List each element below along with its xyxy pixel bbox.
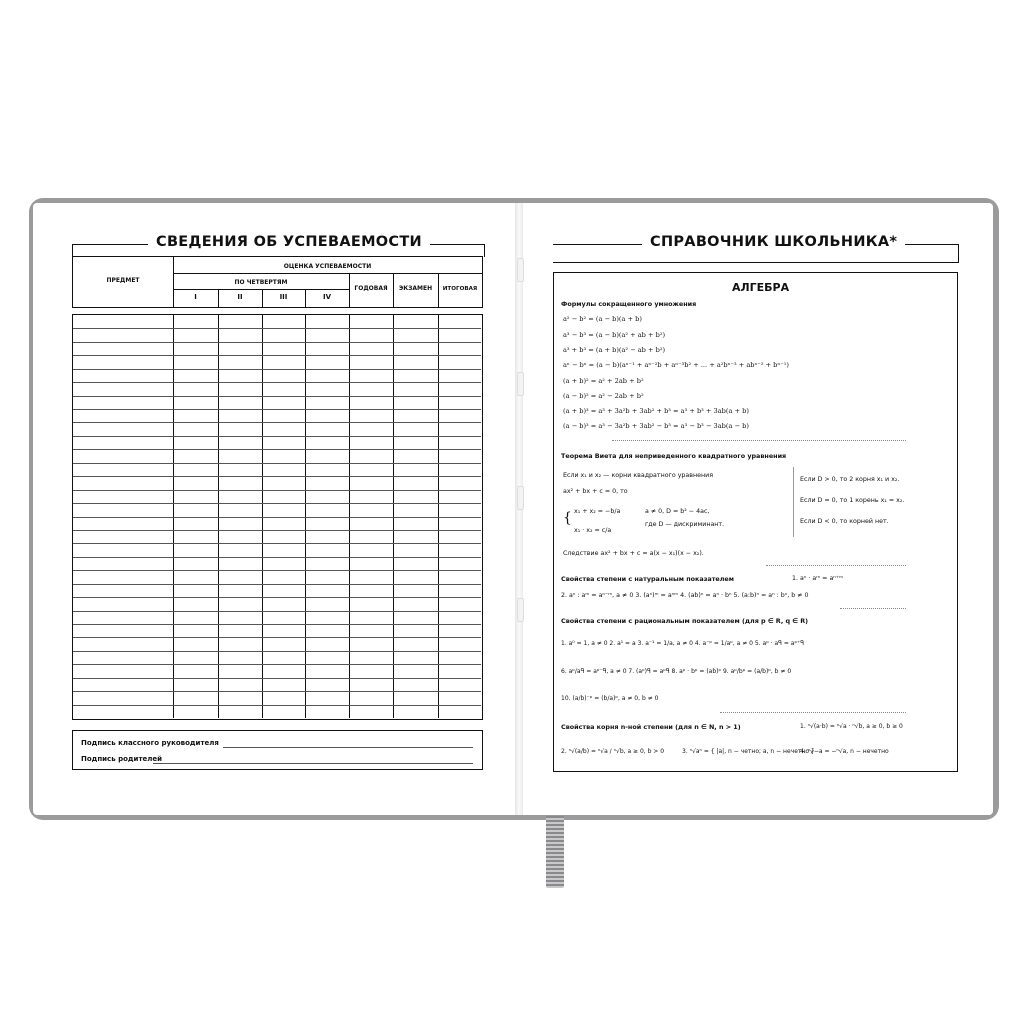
root-rule-1: 1. ⁿ√(a·b) = ⁿ√a · ⁿ√b, a ≥ 0, b ≥ 0 <box>800 723 903 730</box>
section-root-properties: Свойства корня n-ной степени (для n ∈ N, n > 1) <box>561 723 741 731</box>
grid-row-line <box>73 691 481 692</box>
disc-positive: Если D > 0, то 2 корня x₁ и x₂. <box>800 476 900 483</box>
grid-row-line <box>73 369 481 370</box>
grid-row-line <box>73 328 481 329</box>
vieta-condition: a ≠ 0, D = b² − 4ac, <box>645 508 710 515</box>
grid-row-line <box>73 436 481 437</box>
parents-signature-line[interactable] <box>153 763 473 764</box>
vieta-discriminant: где D — дискриминант. <box>645 521 725 528</box>
grid-row-line <box>73 651 481 652</box>
teacher-signature-label: Подпись классного руководителя <box>81 739 219 747</box>
formula: aⁿ − bⁿ = (a − b)(aⁿ⁻¹ + aⁿ⁻²b + aⁿ⁻³b² + ... + a²bⁿ⁻³ + abⁿ⁻² + bⁿ⁻¹) <box>563 361 789 369</box>
column-exam: ЭКЗАМЕН <box>398 285 433 292</box>
grid-row-line <box>73 449 481 450</box>
grid-row-line <box>73 611 481 612</box>
grid-row-line <box>73 503 481 504</box>
grid-row-line <box>73 557 481 558</box>
rational-rules-1-5: 1. a⁰ = 1, a ≠ 0 2. a¹ = a 3. a⁻¹ = 1/a, a ≠ 0 4. a⁻ᵖ = 1/aᵖ, a ≠ 0 5. aᵖ · aᑫ = aᵖ⁺ᑫ <box>561 640 804 647</box>
divider <box>840 608 906 609</box>
binding-notch <box>517 598 524 622</box>
grid-row-line <box>73 637 481 638</box>
disc-negative: Если D < 0, то корней нет. <box>800 518 889 525</box>
teacher-signature-line[interactable] <box>223 747 473 748</box>
vieta-consequence: Следствие ax² + bx + c = a(x − x₁)(x − x₂). <box>563 550 704 557</box>
grid-row-line <box>73 597 481 598</box>
grid-row-line <box>73 570 481 571</box>
reference-title: СПРАВОЧНИК ШКОЛЬНИКА* <box>642 234 905 250</box>
formula: a³ + b³ = (a + b)(a² − ab + b²) <box>563 346 666 354</box>
formula: a² − b² = (a − b)(a + b) <box>563 315 642 323</box>
root-rule-3: 3. ⁿ√aⁿ = { |a|, n − четно; a, n − нечетно } <box>682 748 815 755</box>
grades-table-header <box>72 256 483 308</box>
section-rational-power: Свойства степени с рациональным показателем (для p ∈ R, q ∈ R) <box>561 617 809 625</box>
column-year: ГОДОВАЯ <box>354 285 388 292</box>
grid-row-line <box>73 342 481 343</box>
disc-zero: Если D = 0, то 1 корень x₁ = x₂. <box>800 497 905 504</box>
power-rule-1: 1. aⁿ · aᵐ = aⁿ⁺ᵐ <box>792 575 844 582</box>
grid-row-line <box>73 624 481 625</box>
quarters-header: ПО ЧЕТВЕРТЯМ <box>234 279 288 286</box>
root-rule-4: 4. ⁿ√−a = −ⁿ√a, n − нечетно <box>800 748 889 755</box>
grid-row-line <box>73 396 481 397</box>
grid-row-line <box>73 543 481 544</box>
grid-row-line <box>73 584 481 585</box>
grid-row-line <box>73 409 481 410</box>
divider <box>720 712 906 713</box>
vieta-sum: x₁ + x₂ = −b/a <box>574 508 621 515</box>
grid-row-line <box>73 490 481 491</box>
vieta-divider <box>793 467 794 537</box>
vieta-product: x₁ · x₂ = c/a <box>574 527 612 534</box>
binding-notch <box>517 372 524 396</box>
root-rule-2: 2. ⁿ√(a/b) = ⁿ√a / ⁿ√b, a ≥ 0, b > 0 <box>561 748 665 755</box>
quarter-3: III <box>279 293 288 301</box>
grid-row-line <box>73 382 481 383</box>
divider <box>612 440 906 441</box>
grid-row-line <box>73 678 481 679</box>
formula: (a − b)² = a² − 2ab + b² <box>563 392 644 400</box>
quarter-1: I <box>194 293 197 301</box>
grid-row-line <box>73 530 481 531</box>
quarter-4: IV <box>322 293 332 301</box>
section-vieta: Теорема Виета для неприведенного квадратного уравнения <box>561 452 787 460</box>
subject-heading: АЛГЕБРА <box>732 281 790 294</box>
page-title: СВЕДЕНИЯ ОБ УСПЕВАЕМОСТИ <box>148 234 430 250</box>
column-final: ИТОГОВАЯ <box>442 286 478 292</box>
rational-rules-6-9: 6. aᵖ/aᑫ = aᵖ⁻ᑫ, a ≠ 0 7. (aᵖ)ᑫ = aᵖᑫ 8. aᵖ · bᵖ = (ab)ᵖ 9. aᵖ/bᵖ = (a/b)ᵖ, b ≠ 0 <box>561 668 792 675</box>
binding-notch <box>517 258 524 282</box>
binding-notch <box>517 486 524 510</box>
vieta-equation: ax² + bx + c = 0, то <box>563 488 628 495</box>
divider <box>766 565 906 566</box>
rational-rule-10: 10. (a/b)⁻ᵖ = (b/a)ᵖ, a ≠ 0, b ≠ 0 <box>561 695 659 702</box>
grid-row-line <box>73 355 481 356</box>
formula: (a + b)³ = a³ + 3a²b + 3ab² + b³ = a³ + b³ + 3ab(a + b) <box>563 407 749 415</box>
power-rules-2-5: 2. aⁿ : aᵐ = aⁿ⁻ᵐ, a ≠ 0 3. (aⁿ)ᵐ = aⁿᵐ 4. (ab)ⁿ = aⁿ · bⁿ 5. (a:b)ⁿ = aⁿ : bⁿ, b ≠ 0 <box>561 592 809 599</box>
quarter-2: II <box>237 293 243 301</box>
column-subject: ПРЕДМЕТ <box>106 277 140 284</box>
grid-row-line <box>73 664 481 665</box>
grid-row-line <box>73 463 481 464</box>
grid-row-line <box>73 517 481 518</box>
grid-row-line <box>73 705 481 706</box>
grid-row-line <box>73 422 481 423</box>
parents-signature-label: Подпись родителей <box>81 755 163 763</box>
grade-header: ОЦЕНКА УСПЕВАЕМОСТИ <box>283 263 372 270</box>
formula: a³ − b³ = (a − b)(a² + ab + b²) <box>563 331 666 339</box>
vieta-text: Если x₁ и x₂ — корни квадратного уравнения <box>563 472 713 479</box>
section-short-multiplication: Формулы сокращенного умножения <box>561 300 697 308</box>
signature-box <box>72 730 483 770</box>
grid-row-line <box>73 476 481 477</box>
formula: (a + b)² = a² + 2ab + b² <box>563 377 644 385</box>
ribbon-bookmark[interactable] <box>546 816 564 888</box>
section-natural-power: Свойства степени с натуральным показателем <box>561 575 734 583</box>
formula: (a − b)³ = a³ − 3a²b + 3ab² − b³ = a³ − b³ − 3ab(a − b) <box>563 422 749 430</box>
grades-table[interactable] <box>72 314 483 720</box>
system-brace: { <box>563 510 572 526</box>
